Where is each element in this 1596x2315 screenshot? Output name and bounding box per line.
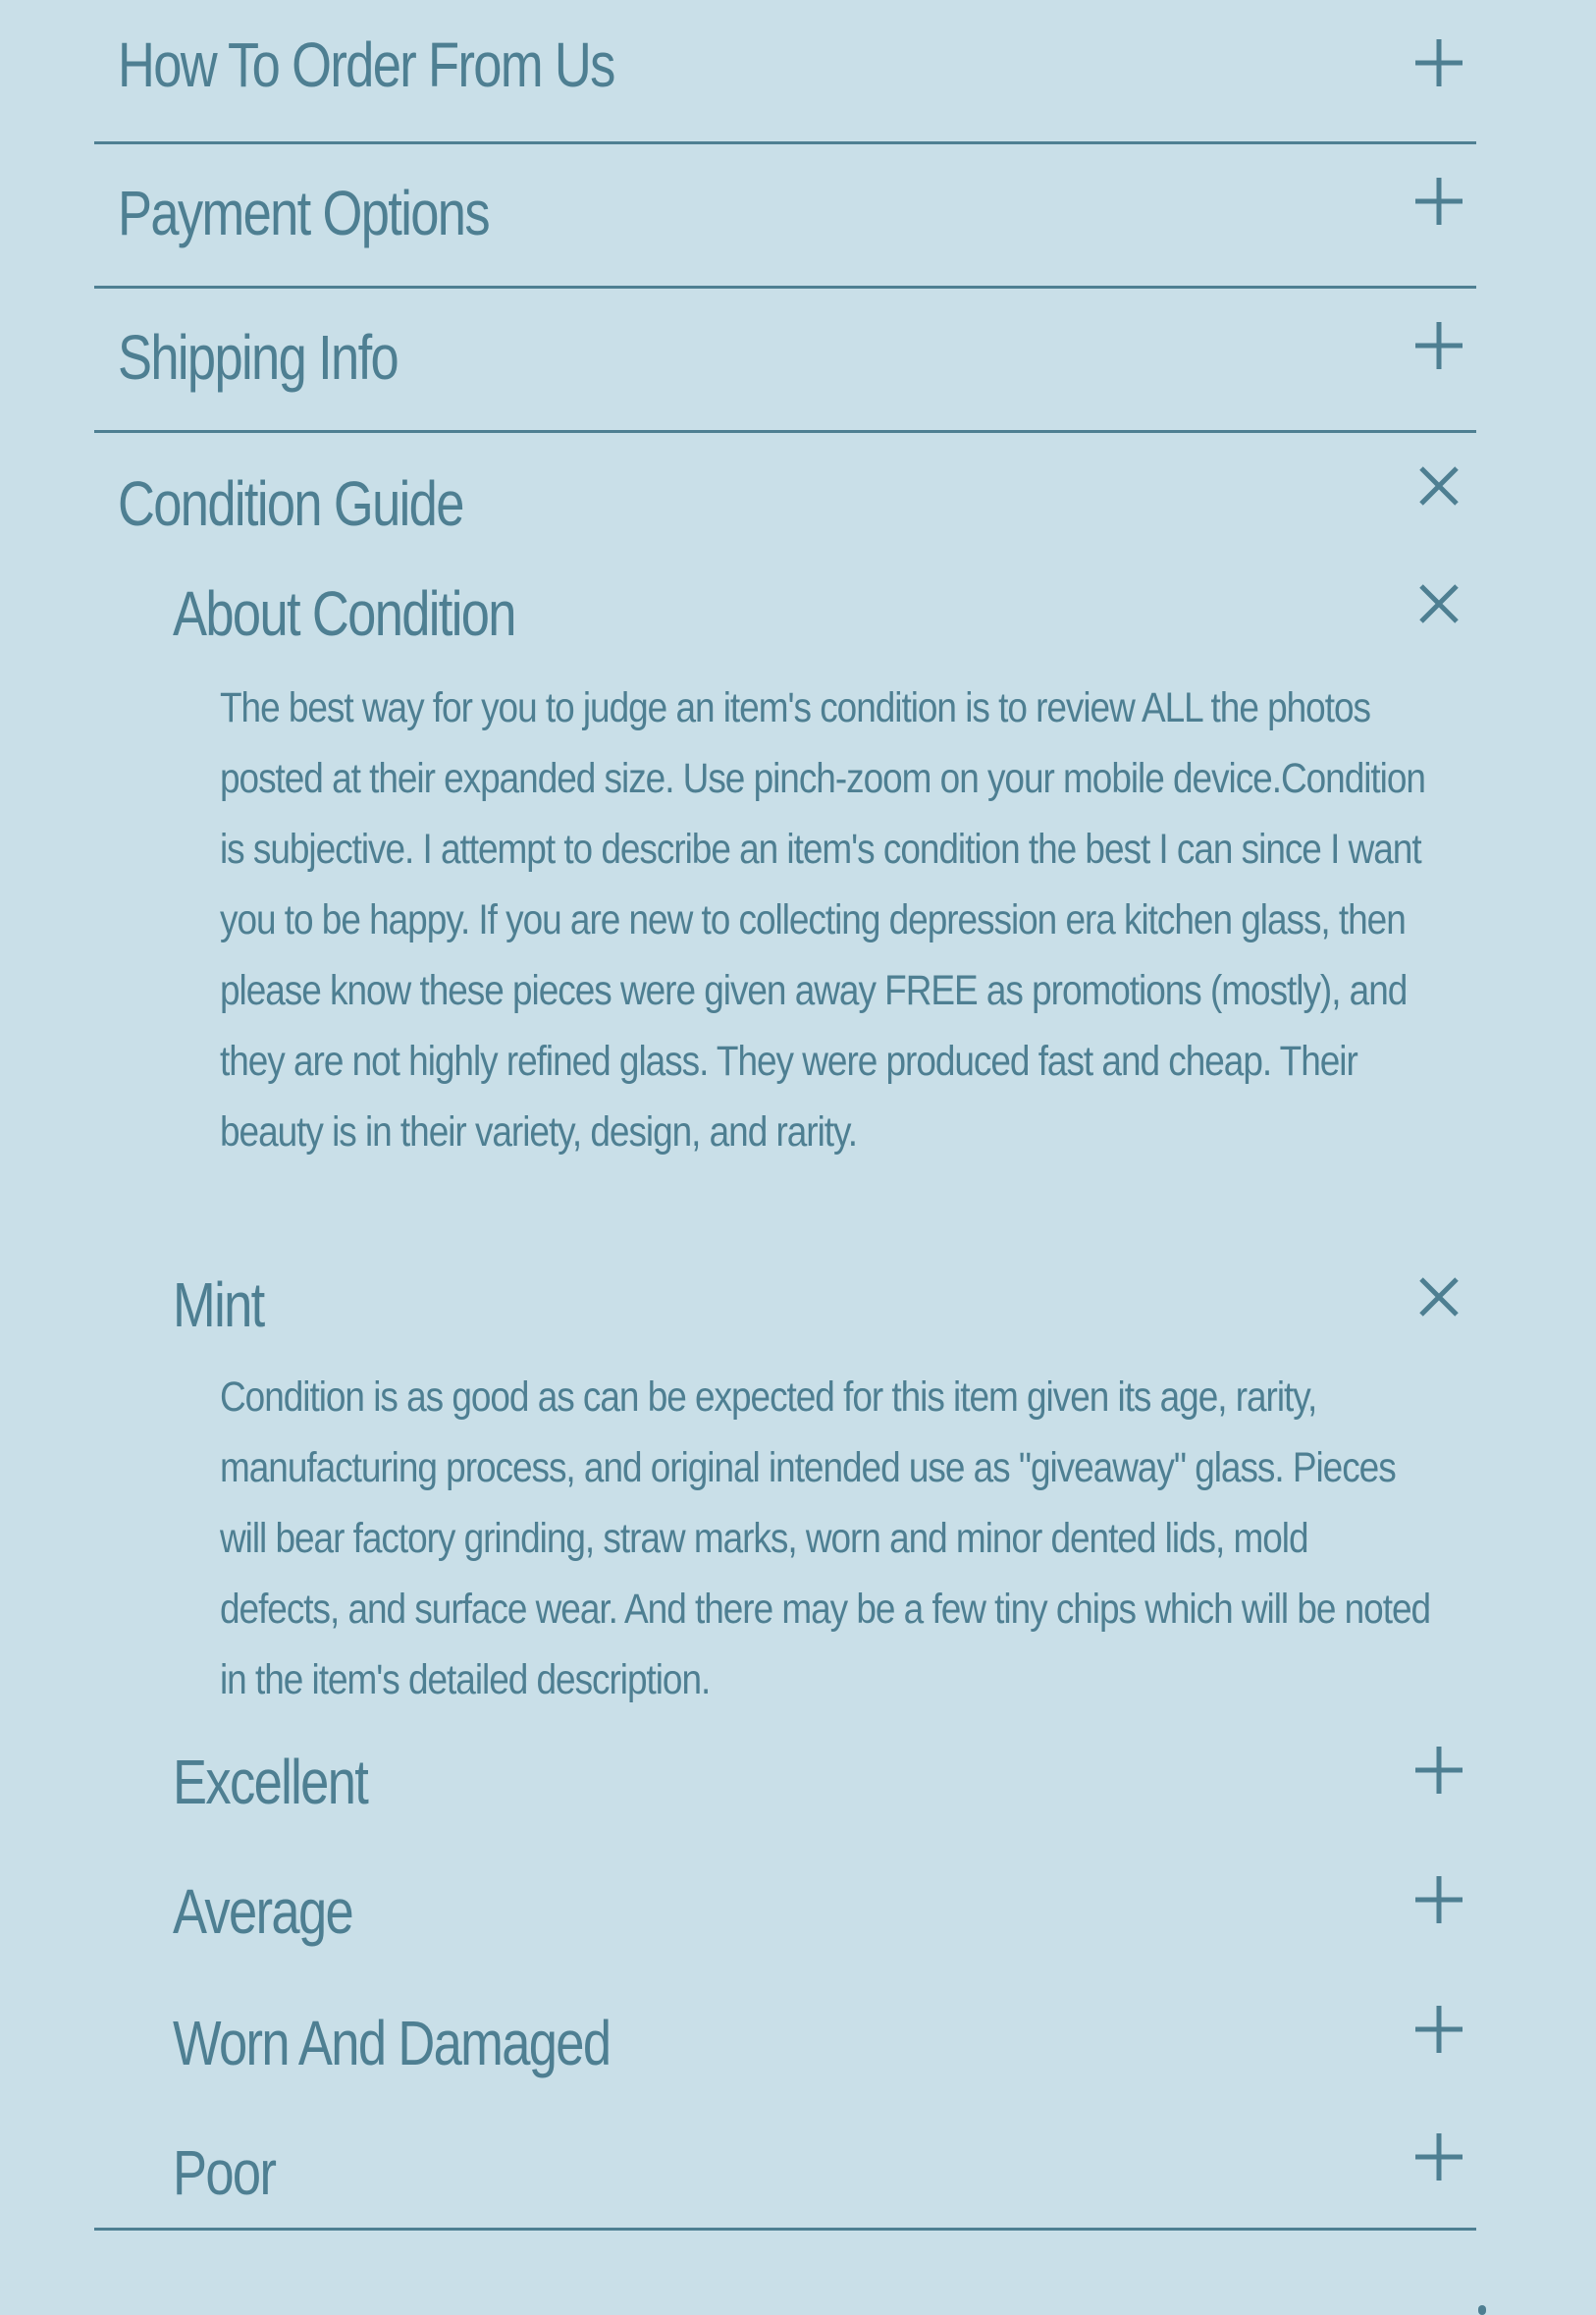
- sub-header-mint[interactable]: [94, 1260, 1476, 1362]
- plus-icon[interactable]: [1411, 1872, 1466, 1927]
- sub-title: Mint: [173, 1269, 264, 1340]
- sub-header-average[interactable]: [94, 1853, 1476, 1982]
- plus-icon[interactable]: [1411, 35, 1466, 90]
- sub-header-about-condition[interactable]: [94, 559, 1476, 673]
- sub-title: Poor: [173, 2137, 276, 2208]
- section-condition-guide: [94, 433, 1476, 2231]
- section-title: Condition Guide: [118, 468, 463, 539]
- sub-title: Average: [173, 1876, 353, 1947]
- sub-title: Worn And Damaged: [173, 2008, 611, 2078]
- plus-icon[interactable]: [1411, 318, 1466, 373]
- close-icon[interactable]: [1411, 458, 1466, 513]
- next-section-icon-edge: [1478, 2305, 1486, 2315]
- section-header-shipping-info[interactable]: [94, 289, 1476, 430]
- section-header-how-to-order[interactable]: [94, 0, 1476, 141]
- plus-icon[interactable]: [1411, 174, 1466, 229]
- faq-accordion: [94, 0, 1476, 2231]
- sub-item-excellent: [94, 1723, 1476, 1853]
- about-condition-text: The best way for you to judge an item's condition is to review ALL the photos posted at their expanded size. Use pinch-zoom on your mobile device.Condition is subjective. I attempt to describe an item's condition the best I can since I want you to be happy. If you are new to collecting depression era kitchen glass, then please know these pieces were given away FREE as promotions (mostly), and they are not highly refined glass. They were produced fast and cheap. Their beauty is in their variety, design, and rarity.: [220, 684, 1425, 1156]
- sub-title: About Condition: [173, 578, 515, 649]
- plus-icon[interactable]: [1411, 1743, 1466, 1798]
- plus-icon[interactable]: [1411, 2002, 1466, 2057]
- plus-icon[interactable]: [1411, 2129, 1466, 2184]
- sub-item-mint: [94, 1260, 1476, 1723]
- sub-item-worn-and-damaged: [94, 1982, 1476, 2112]
- close-icon[interactable]: [1411, 1269, 1466, 1324]
- sub-item-average: [94, 1853, 1476, 1982]
- sub-item-poor: [94, 2112, 1476, 2228]
- section-title: Shipping Info: [118, 322, 399, 393]
- section-payment-options: [94, 144, 1476, 289]
- close-icon[interactable]: [1411, 576, 1466, 631]
- section-header-payment-options[interactable]: [94, 144, 1476, 286]
- sub-header-poor[interactable]: [94, 2112, 1476, 2228]
- section-title: Payment Options: [118, 178, 489, 248]
- section-title: How To Order From Us: [118, 29, 614, 100]
- sub-header-excellent[interactable]: [94, 1723, 1476, 1853]
- section-shipping-info: [94, 289, 1476, 433]
- sub-item-about-condition: [94, 559, 1476, 1260]
- section-header-condition-guide[interactable]: [94, 433, 1476, 559]
- sub-title: Excellent: [173, 1747, 368, 1817]
- mint-text: Condition is as good as can be expected for this item given its age, rarity, manufacturing process, and original intended use as "giveaway" glass. Pieces will bear factory grinding, straw marks, worn and minor dented lids, mold defects, and surface wear. And there may be a few tiny chips which will be noted in the item's detailed description.: [220, 1373, 1431, 1703]
- sub-header-worn-and-damaged[interactable]: [94, 1982, 1476, 2112]
- section-how-to-order: [94, 0, 1476, 144]
